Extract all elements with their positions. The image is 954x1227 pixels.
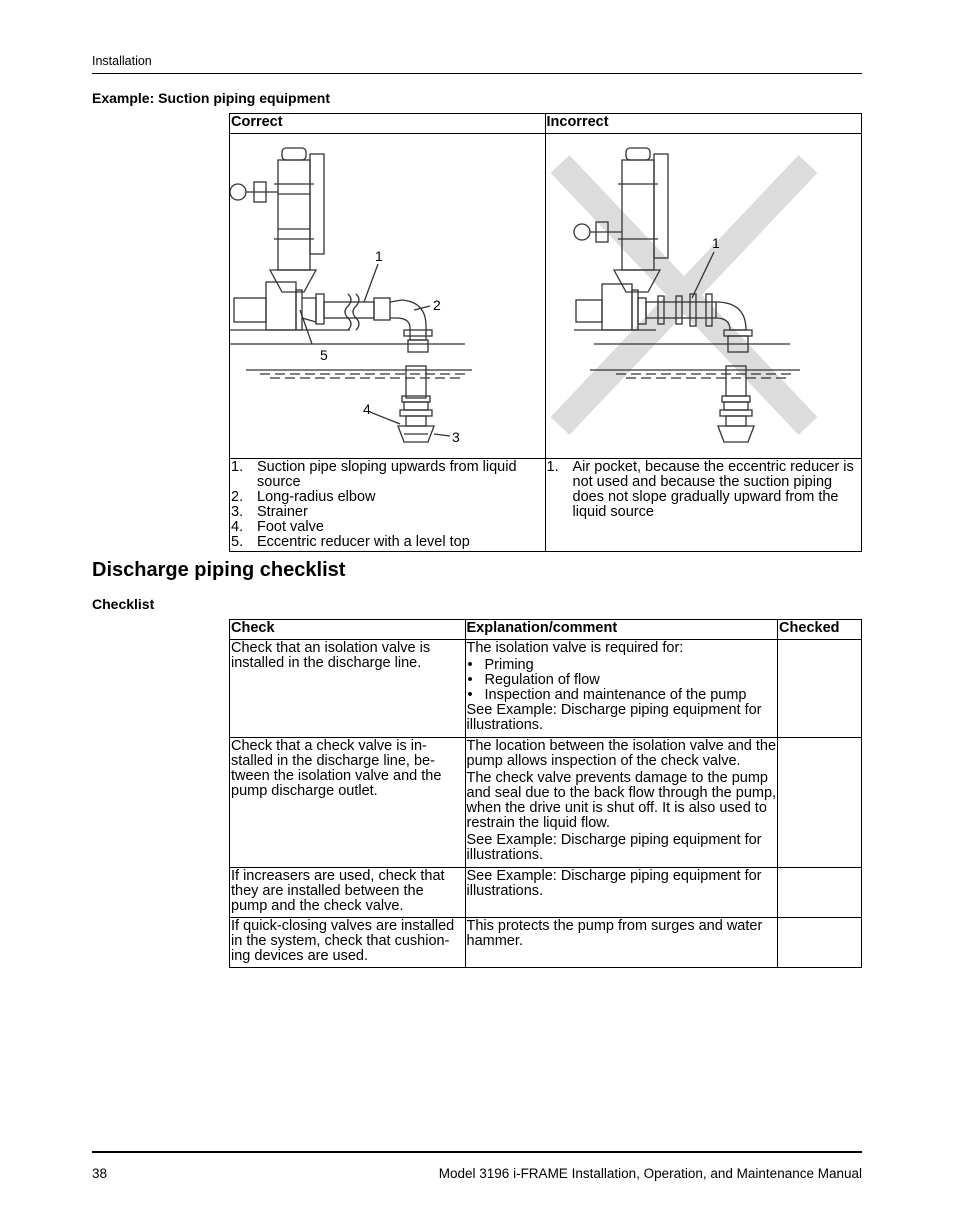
header-rule — [92, 73, 862, 74]
col-check-header: Check — [230, 620, 466, 640]
checked-cell[interactable] — [778, 918, 862, 968]
table-row — [230, 868, 862, 918]
correct-suction-diagram — [230, 134, 544, 454]
check-cell: If quick-closing valves are installed in the system, check that cushioning devices are used. — [230, 918, 466, 968]
check-cell: Check that an isolation valve is installed in the discharge line. — [230, 640, 466, 738]
list-item: 1. Air pocket, because the eccentric reducer is not used and because the suction piping does not slope gradually upward from the liquid source — [546, 459, 854, 520]
explanation-cell: The location between the isolation valve and the pump allows inspection of the check valve. The check valve prevents damage to the pump and seal due to the back flow through the pump, when the drive unit is shut off. It is also used to restrain the liquid flow. See Example: Discharge piping equipment for illustrations. — [465, 738, 778, 868]
checked-cell[interactable] — [778, 868, 862, 918]
list-item: 1. Suction pipe sloping upwards from liquid source — [231, 459, 517, 490]
correct-callout-1: 1 — [375, 248, 383, 264]
correct-figure-cell — [230, 134, 546, 459]
col-checked-header: Checked — [778, 620, 862, 640]
suction-example-table — [229, 113, 862, 552]
col-explanation-header: Explanation/comment — [465, 620, 778, 640]
list-item: 5. Eccentric reducer with a level top — [231, 534, 470, 550]
incorrect-suction-diagram — [546, 134, 861, 454]
incorrect-callout-1: 1 — [711, 235, 720, 251]
list-item: 4. Foot valve — [231, 519, 324, 535]
correct-legend — [230, 459, 546, 552]
col-correct-header: Correct — [230, 114, 546, 134]
correct-callout-5: 5 — [320, 347, 328, 363]
explanation-cell: This protects the pump from surges and water hammer. — [465, 918, 778, 968]
manual-title: Model 3196 i-FRAME Installation, Operation, and Maintenance Manual — [438, 1166, 862, 1181]
list-item: 2. Long-radius elbow — [231, 489, 376, 505]
table-row — [230, 918, 862, 968]
correct-callout-2: 2 — [433, 297, 441, 313]
page-number: 38 — [92, 1166, 108, 1181]
checked-cell[interactable] — [778, 738, 862, 868]
example-title: Example: Suction piping equipment — [92, 90, 331, 106]
explanation-cell: See Example: Discharge piping equipment for illustrations. — [465, 868, 778, 918]
col-incorrect-header: Incorrect — [545, 114, 862, 134]
checked-cell[interactable] — [778, 640, 862, 738]
check-cell: Check that a check valve is installed in the discharge line, between the isolation valve and the pump discharge outlet. — [230, 738, 466, 868]
running-header: Installation — [92, 54, 152, 68]
section-title: Discharge piping checklist — [92, 559, 346, 581]
incorrect-legend — [545, 459, 862, 552]
footer-rule — [92, 1151, 862, 1153]
cross-out-mark — [560, 164, 808, 426]
correct-callout-3: 3 — [452, 429, 460, 445]
check-cell: If increasers are used, check that they are installed between the pump and the check valve. — [230, 868, 466, 918]
checklist-subtitle: Checklist — [92, 596, 155, 612]
correct-callout-4: 4 — [363, 401, 371, 417]
list-item: 3. Strainer — [231, 504, 308, 520]
explanation-cell: The isolation valve is required for: • Priming • Regulation of flow • Inspection and maintenance of the pump See Example: Discharge piping equipment for illustrations. — [465, 640, 778, 738]
table-row — [230, 640, 862, 738]
incorrect-figure-cell — [545, 134, 862, 459]
table-row — [230, 738, 862, 868]
discharge-checklist-table — [229, 619, 862, 968]
